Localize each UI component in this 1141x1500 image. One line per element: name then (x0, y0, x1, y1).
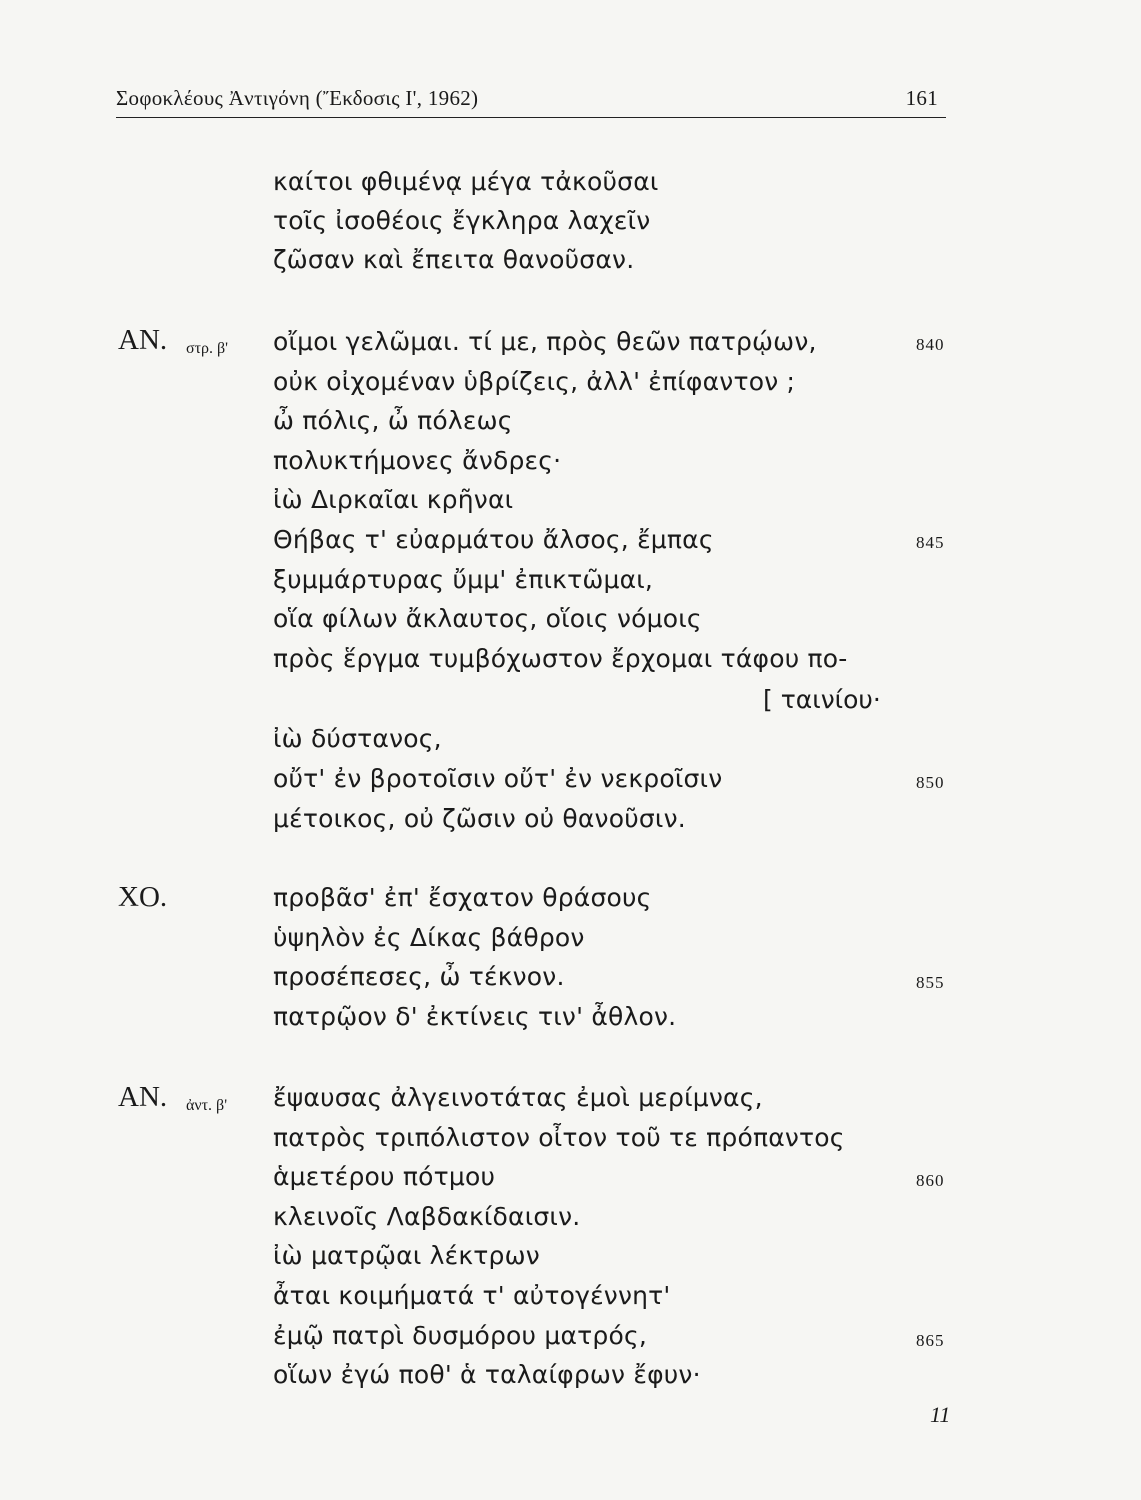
header-rule (116, 117, 946, 118)
verse-line: οὐκ οἰχομέναν ὑβρίζεις, ἀλλ' ἐπίφαντον ; (273, 367, 796, 396)
verse-line: ὑψηλὸν ἐς Δίκας βάθρον (273, 923, 585, 952)
verse-line: μέτοικος, οὐ ζῶσιν οὐ θανοῦσιν. (273, 804, 686, 833)
verse-line: πατρὸς τριπόλιστον οἶτον τοῦ τε πρόπαντος (273, 1123, 845, 1152)
verse-line: προσέπεσες, ὦ τέκνον. (273, 962, 565, 991)
page-number: 161 (905, 86, 938, 110)
verse-line: προβᾶσ' ἐπ' ἔσχατον θράσους (273, 883, 652, 912)
verse-line: ἰὼ δύστανος, (273, 724, 442, 753)
verse-line: ἰὼ Διρκαῖαι κρῆναι (273, 485, 514, 514)
line-number: 855 (916, 973, 945, 992)
strophe-marker: ἀντ. β' (186, 1097, 228, 1114)
verse-continuation: [ ταινίου· (763, 685, 881, 714)
verse-line: ἁμετέρου πότμου (273, 1162, 496, 1191)
verse-line: πολυκτήμονες ἄνδρες· (273, 446, 562, 475)
verse-line: καίτοι φθιμένᾳ μέγα τἀκοῦσαι (273, 167, 659, 196)
line-number: 865 (916, 1331, 945, 1350)
line-number: 845 (916, 533, 945, 552)
strophe-marker: στρ. β' (186, 340, 229, 357)
line-number: 840 (916, 335, 945, 354)
verse-line: οἵων ἐγώ ποθ' ἁ ταλαίφρων ἔφυν· (273, 1360, 701, 1389)
line-number: 860 (916, 1171, 945, 1190)
verse-line: ξυμμάρτυρας ὔμμ' ἐπικτῶμαι, (273, 565, 654, 594)
verse-line: ὦ πόλις, ὦ πόλεως (273, 406, 513, 435)
verse-line: ἆται κοιμήματά τ' αὐτογέννητ' (273, 1281, 671, 1310)
verse-line: ζῶσαν καὶ ἔπειτα θανοῦσαν. (273, 245, 635, 274)
verse-line: τοῖς ἰσοθέοις ἔγκληρα λαχεῖν (273, 206, 651, 235)
verse-line: ἰὼ ματρῷαι λέκτρων (273, 1241, 540, 1270)
verse-line: Θήβας τ' εὐαρμάτου ἄλσος, ἔμπας (273, 525, 714, 554)
verse-line: οἵα φίλων ἄκλαυτος, οἵοις νόμοις (273, 604, 702, 633)
verse-line: ἔψαυσας ἀλγεινοτάτας ἐμοὶ μερίμνας, (273, 1083, 763, 1112)
verse-line: οἴμοι γελῶμαι. τί με, πρὸς θεῶν πατρῴων, (273, 327, 817, 356)
line-number: 850 (916, 773, 945, 792)
speaker-label: ΑΝ. (118, 324, 168, 356)
signature-mark: 11 (930, 1402, 951, 1427)
running-title: Σοφοκλέους Ἀντιγόνη (Ἔκδοσις Ι', 1962) (116, 86, 479, 110)
verse-line: πρὸς ἕργμα τυμβόχωστον ἔρχομαι τάφου πο- (273, 644, 848, 673)
speaker-label: ΑΝ. (118, 1081, 168, 1113)
verse-line: οὔτ' ἐν βροτοῖσιν οὔτ' ἐν νεκροῖσιν (273, 764, 723, 793)
verse-line: κλεινοῖς Λαβδακίδαισιν. (273, 1202, 581, 1231)
verse-line: πατρῷον δ' ἐκτίνεις τιν' ἆθλον. (273, 1002, 677, 1031)
speaker-label: ΧΟ. (118, 881, 168, 913)
verse-line: ἐμῷ πατρὶ δυσμόρου ματρός, (273, 1321, 647, 1350)
